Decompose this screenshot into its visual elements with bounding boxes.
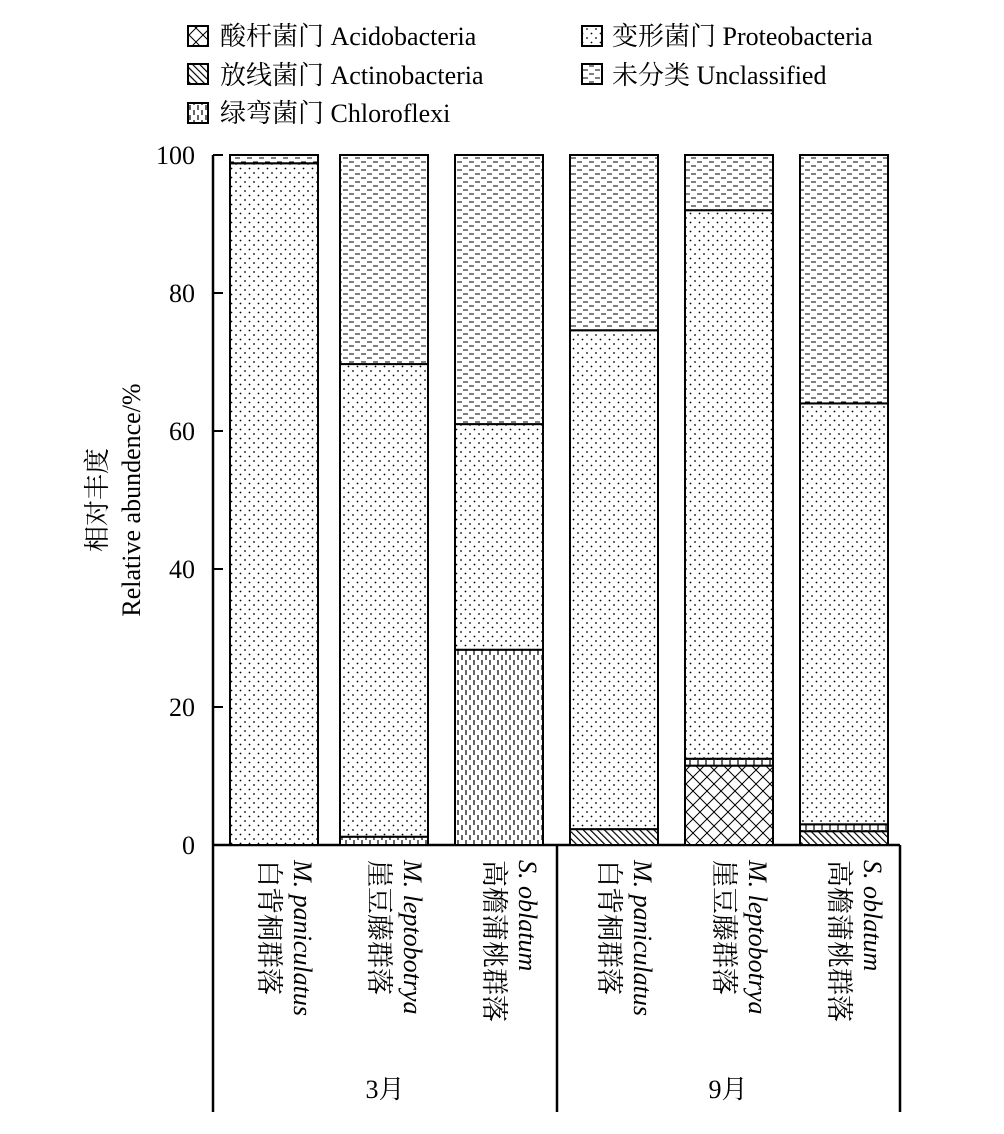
bar-segment-5-dots [685,210,773,759]
bar-segment-2-dots [340,364,428,837]
legend-item-chloroflexi [188,99,450,128]
bar-segment-4-diagonal [570,829,658,845]
bar-segment-6-vertical [800,824,888,831]
x-category-labels [254,859,887,1022]
bar-segment-4-dots [570,330,658,829]
legend [188,22,873,128]
y-tick-label-0: 0 [182,831,195,860]
bar-segment-3-dots [455,424,543,650]
bar-segment-4-dashes [570,155,658,330]
y-tick-label-60: 60 [169,417,195,446]
legend-swatch-actinobacteria [188,64,208,84]
x-label-en-4: M. paniculatus [628,860,657,1016]
y-tick-label-20: 20 [169,693,195,722]
bar-segment-6-diagonal [800,831,888,845]
x-label-en-2: M. leptobotrya [398,860,427,1015]
legend-swatch-chloroflexi [188,103,208,123]
legend-item-unclassified [582,61,826,90]
bars [230,155,888,845]
bar-segment-1-dots [230,163,318,845]
bar-segment-3-dashes [455,155,543,424]
y-tick-label-100: 100 [156,141,195,170]
x-label-en-3: S. oblatum [513,860,542,972]
legend-swatch-unclassified [582,64,602,84]
x-label-cn-3: 高檐蒲桃群落 [479,860,509,1022]
x-label-cn-5: 崖豆藤群落 [709,860,739,995]
x-label-cn-1: 白背桐群落 [254,860,284,995]
legend-item-proteobacteria [582,22,873,51]
bar-segment-5-dashes [685,155,773,210]
bar-segment-3-vertical [455,650,543,845]
bar-segment-6-dots [800,403,888,824]
bar-segment-5-vertical [685,759,773,766]
legend-label-proteobacteria: 变形菌门 Proteobacteria [612,22,873,51]
group-label-march: 3月 [365,1075,405,1104]
legend-item-actinobacteria [188,61,484,90]
x-label-cn-2: 崖豆藤群落 [364,860,394,995]
x-label-cn-6: 高檐蒲桃群落 [824,860,854,1022]
group-label-september: 9月 [708,1075,748,1104]
y-tick-label-80: 80 [169,279,195,308]
legend-label-chloroflexi: 绿弯菌门 Chloroflexi [220,99,451,128]
x-label-en-6: S. oblatum [858,860,887,972]
legend-item-acidobacteria [188,22,477,51]
legend-swatch-proteobacteria [582,26,602,46]
bar-segment-2-vertical [340,837,428,845]
legend-label-unclassified: 未分类 Unclassified [612,61,827,90]
y-tick-label-40: 40 [169,555,195,584]
bar-segment-6-dashes [800,155,888,403]
bar-segment-5-crosshatch [685,766,773,845]
legend-label-actinobacteria: 放线菌门 Actinobacteria [220,61,484,90]
bar-segment-1-dashes [230,155,318,163]
y-axis-title-en: Relative abundence/% [117,383,146,617]
legend-label-acidobacteria: 酸杆菌门 Acidobacteria [220,22,477,51]
x-label-cn-4: 白背桐群落 [594,860,624,995]
legend-swatch-acidobacteria [188,26,208,46]
bar-segment-2-dashes [340,155,428,364]
y-axis-title [83,383,146,616]
x-label-en-5: M. leptobotrya [743,860,772,1015]
x-label-en-1: M. paniculatus [288,860,317,1016]
y-axis-title-cn: 相对丰度 [83,447,112,553]
